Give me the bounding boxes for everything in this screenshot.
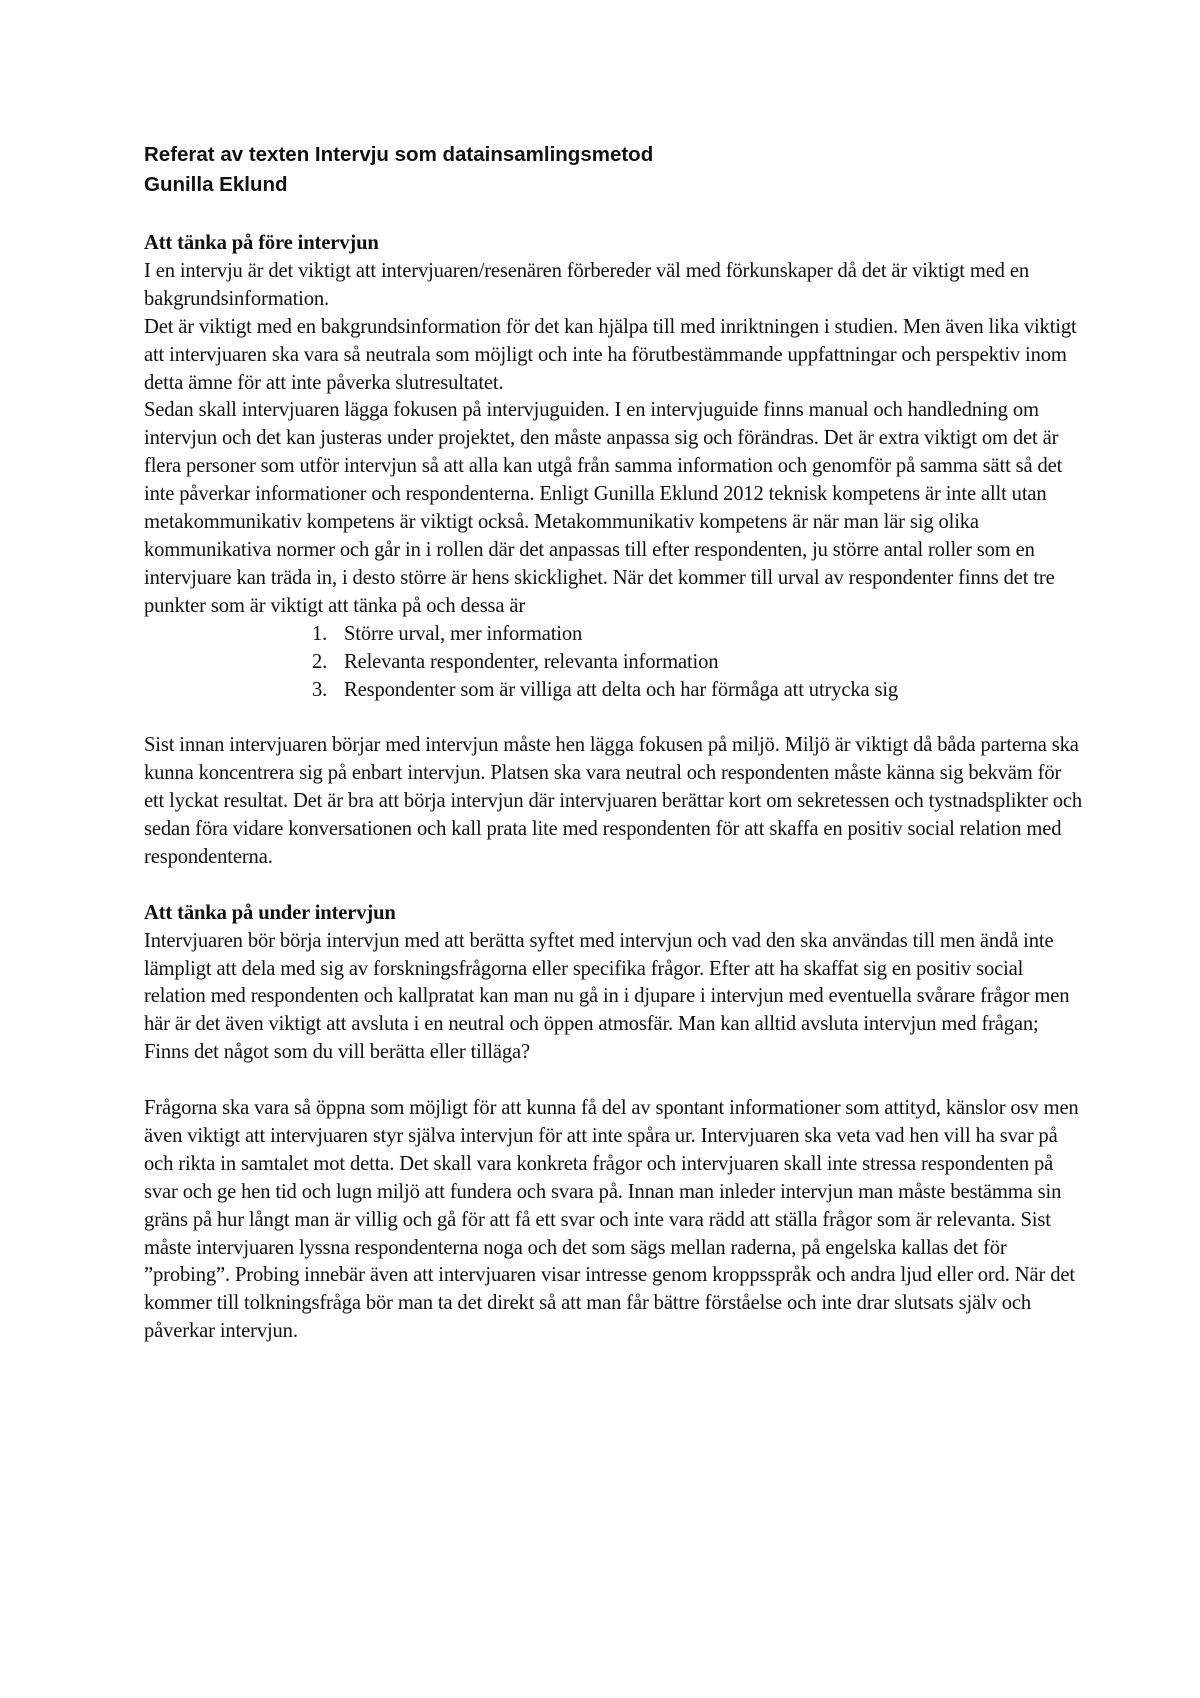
list-item xyxy=(312,677,1084,705)
document-body xyxy=(144,230,1084,1346)
section-heading-during-interview: Att tänka på under intervjun xyxy=(144,901,396,924)
spacer xyxy=(144,1067,1084,1095)
list-item-text: Relevanta respondenter, relevanta information xyxy=(344,650,719,673)
list-item xyxy=(312,621,1084,649)
spacer xyxy=(144,704,1084,732)
title-block xyxy=(144,140,1084,200)
selection-criteria-list xyxy=(144,621,1084,705)
paragraph: I en intervju är det viktigt att intervjuaren/resenären förbereder väl med förkunskaper då det är viktigt med en bakgrundsinformation. xyxy=(144,259,1029,310)
paragraph: Intervjuaren bör börja intervjun med att berätta syftet med intervjun och vad den ska användas till men ändå inte lämpligt att dela med sig av forskningsfrågorna eller specifika frågor. Efter att ha skaffat sig en positiv social relation med respondenten och kallpratat kan man nu gå in i djupare i intervjun med eventuella svårare frågor men här är det även viktigt att avsluta i en neutral och öppen atmosfär. Man kan alltid avsluta intervjun med frågan; Finns det något som du vill berätta eller tilläga? xyxy=(144,929,1070,1064)
document-author: Gunilla Eklund xyxy=(144,173,288,196)
document-title: Referat av texten Intervju som datainsamlingsmetod xyxy=(144,143,654,166)
list-item-number: 2. xyxy=(312,650,328,673)
list-item-text: Större urval, mer information xyxy=(344,622,583,645)
list-item xyxy=(312,649,1084,677)
spacer xyxy=(144,872,1084,900)
paragraph: Det är viktigt med en bakgrundsinformation för det kan hjälpa till med inriktningen i studien. Men även lika viktigt att intervjuaren ska vara så neutrala som möjligt och inte ha förutbestämmande uppfattningar och perspektiv inom detta ämne för att inte påverka slutresultatet. xyxy=(144,315,1077,394)
list-item-text: Respondenter som är villiga att delta och har förmåga att utrycka sig xyxy=(344,678,899,701)
section-heading-before-interview: Att tänka på före intervjun xyxy=(144,232,379,254)
list-item-number: 1. xyxy=(312,622,328,645)
list-item-number: 3. xyxy=(312,678,328,701)
document-page xyxy=(144,140,1084,1346)
paragraph: Frågorna ska vara så öppna som möjligt för att kunna få del av spontant informationer som attityd, känslor osv men även viktigt att intervjuaren styr själva intervjun för att inte spåra ur. Intervjuaren ska veta vad hen vill ha svar på och rikta in samtalet mot detta. Det skall vara konkreta frågor och intervjuaren skall inte stressa respondenten på svar och ge hen tid och lugn miljö att fundera och svara på. Innan man inleder intervjun man måste bestämma sin gräns på hur långt man är villig och gå för att få ett svar och inte vara rädd att ställa frågor som är relevanta. Sist måste intervjuaren lyssna respondenterna noga och det som sägs mellan raderna, på engelska kallas det för ”probing”. Probing innebär även att intervjuaren visar intresse genom kroppsspråk och andra ljud eller ord. När det kommer till tolkningsfråga bör man ta det direkt så att man får bättre förståelse och inte drar slutsats själv och påverkar intervjun. xyxy=(144,1097,1079,1343)
paragraph: Sist innan intervjuaren börjar med intervjun måste hen lägga fokusen på miljö. Miljö är viktigt då båda parterna ska kunna koncentrera sig på enbart intervjun. Platsen ska vara neutral och respondenten måste känna sig bekväm för ett lyckat resultat. Det är bra att börja intervjun där intervjuaren berättar kort om sekretessen och tystnadsplikter och sedan föra vidare konversationen och kall prata lite med respondenten för att skaffa en positiv social relation med respondenterna. xyxy=(144,734,1082,868)
paragraph: Sedan skall intervjuaren lägga fokusen på intervjuguiden. I en intervjuguide finns manual och handledning om intervjun och det kan justeras under projektet, den måste anpassa sig och förändras. Det är extra viktigt om det är flera personer som utför intervjun så att alla kan utgå från samma information och genomför på samma sätt så det inte påverkar informationer och respondenterna. Enligt Gunilla Eklund 2012 teknisk kompetens är inte allt utan metakommunikativ kompetens är viktigt också. Metakommunikativ kompetens är när man lär sig olika kommunikativa normer och går in i rollen där det anpassas till efter respondenten, ju större antal roller som en intervjuare kan träda in, i desto större är hens skicklighet. När det kommer till urval av respondenter finns det tre punkter som är viktigt att tänka på och dessa är xyxy=(144,399,1063,617)
